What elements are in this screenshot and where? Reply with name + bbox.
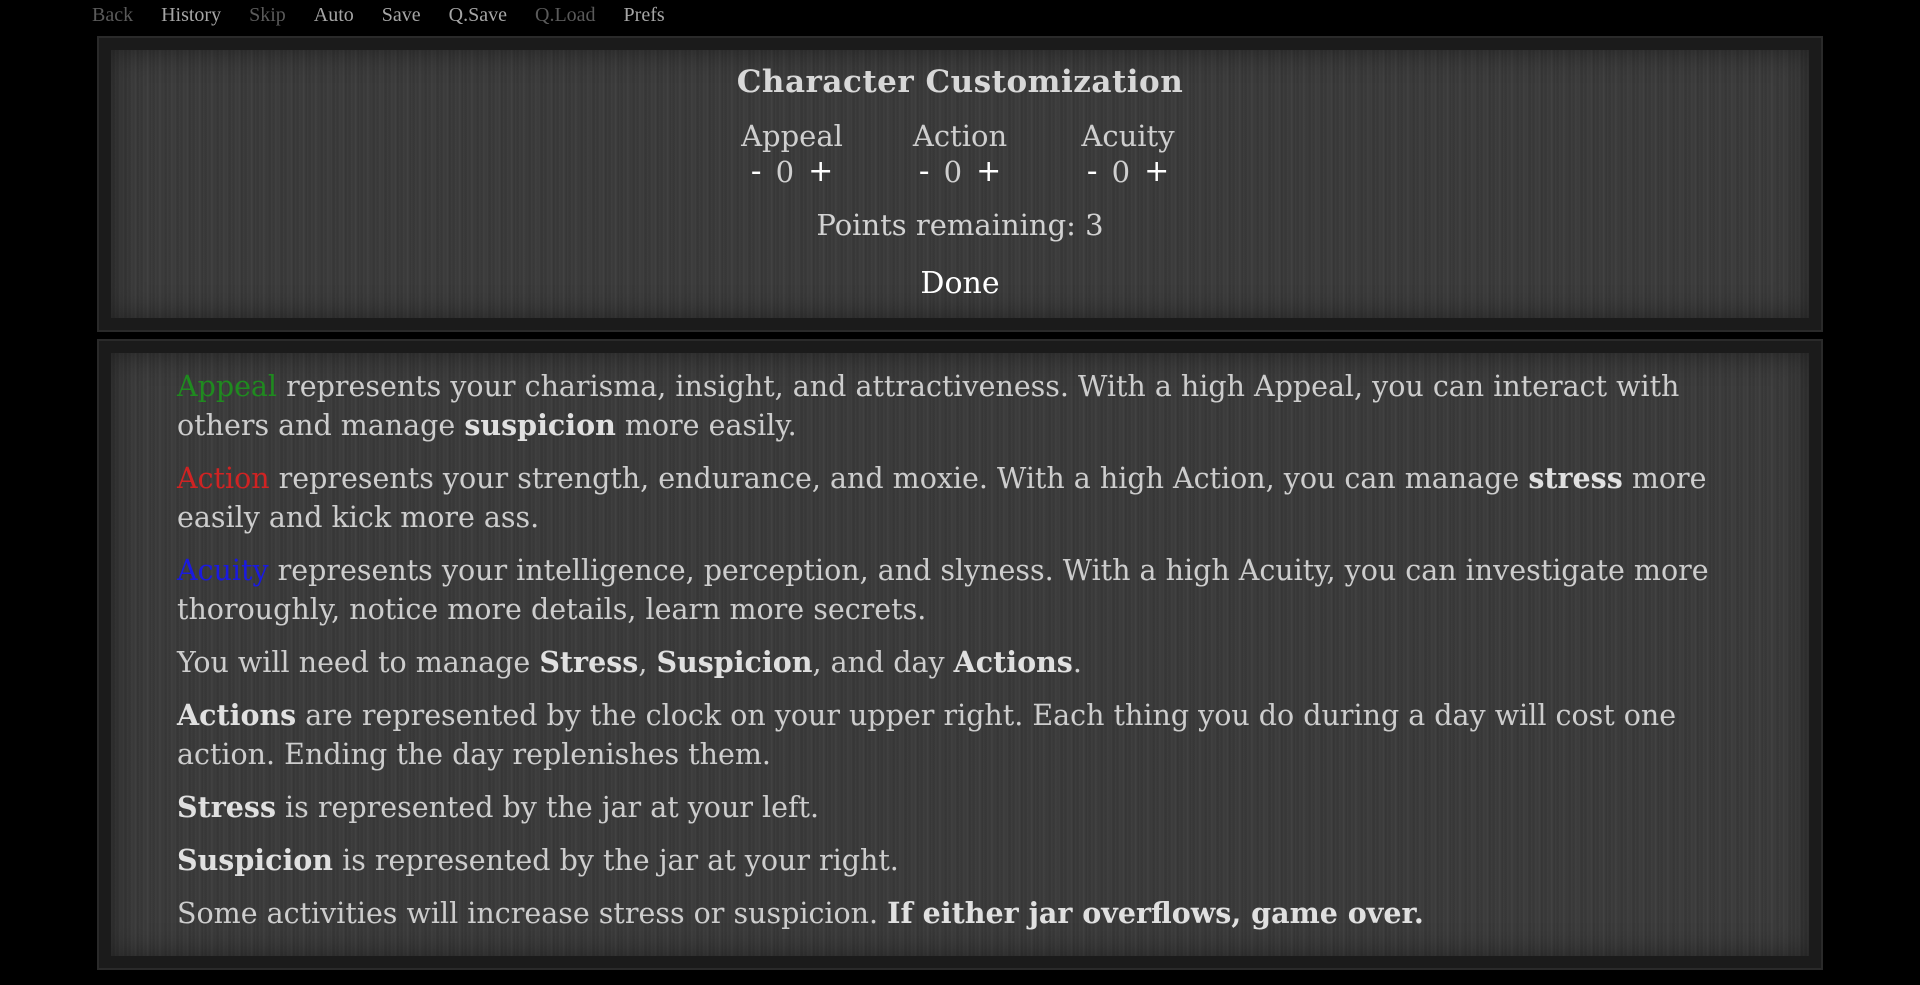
actions-description — [177, 696, 1737, 774]
description-text — [177, 367, 1737, 947]
suspicion-heading: Suspicion — [177, 843, 334, 877]
action-decrease-button[interactable]: - — [918, 154, 930, 189]
stat-acuity — [1073, 118, 1183, 190]
done-button[interactable]: Done — [920, 266, 1000, 301]
menu-auto[interactable]: Auto — [313, 4, 354, 26]
acuity-increase-button[interactable]: + — [1144, 154, 1170, 189]
stress-heading: Stress — [177, 790, 276, 824]
appeal-value: 0 — [775, 155, 795, 189]
acuity-text: represents your intelligence, perception, and slyness. With a high Acuity, you can investigate more thoroughly, notice more details, learn more secrets. — [177, 554, 1709, 626]
appeal-text-end: more easily. — [615, 409, 797, 442]
stat-appeal-stepper — [751, 154, 833, 190]
actions-term: Actions — [953, 645, 1073, 679]
suspicion-description — [177, 841, 1737, 880]
actions-heading: Actions — [177, 698, 297, 732]
action-increase-button[interactable]: + — [976, 154, 1002, 189]
warning-description — [177, 894, 1737, 933]
appeal-text: represents your charisma, insight, and attractiveness. With a high Appeal, you can interact with others and manage — [177, 370, 1680, 442]
stress-text: is represented by the jar at your left. — [276, 791, 820, 824]
stat-action-label: Action — [912, 119, 1008, 153]
panel-title: Character Customization — [736, 64, 1184, 100]
menu-save[interactable]: Save — [381, 4, 421, 26]
manage-description — [177, 643, 1737, 682]
stress-description — [177, 788, 1737, 827]
acuity-decrease-button[interactable]: - — [1086, 154, 1098, 189]
stat-acuity-label: Acuity — [1081, 119, 1175, 153]
action-text: represents your strength, endurance, and moxie. With a high Action, you can manage — [269, 462, 1529, 495]
acuity-keyword: Acuity — [177, 554, 269, 587]
stress-emphasis: stress — [1528, 461, 1623, 495]
manage-end: . — [1072, 646, 1082, 679]
stat-controls — [111, 118, 1809, 190]
menu-quick-load[interactable]: Q.Load — [535, 4, 596, 26]
description-panel — [99, 341, 1821, 968]
menu-skip[interactable]: Skip — [249, 4, 286, 26]
warning-text: Some activities will increase stress or suspicion. — [177, 897, 888, 930]
menu-history[interactable]: History — [161, 4, 222, 26]
stress-term: Stress — [539, 645, 639, 679]
stat-appeal-label: Appeal — [741, 119, 843, 153]
acuity-value: 0 — [1111, 155, 1131, 189]
action-description — [177, 459, 1737, 537]
game-over-warning: If either jar overflows, game over. — [887, 896, 1424, 930]
actions-text: are represented by the clock on your upper right. Each thing you do during a day will cost one action. Ending the day replenishes them. — [177, 699, 1677, 771]
appeal-keyword: Appeal — [177, 370, 278, 403]
manage-sep-1: , — [638, 646, 657, 679]
menu-quick-save[interactable]: Q.Save — [448, 4, 507, 26]
customization-panel — [99, 38, 1821, 330]
stat-acuity-stepper — [1087, 154, 1169, 190]
points-remaining: Points remaining: 3 — [816, 208, 1104, 242]
action-keyword: Action — [177, 462, 270, 495]
action-text-end: more easily and kick more ass. — [177, 462, 1707, 534]
stat-action — [905, 118, 1015, 190]
appeal-description — [177, 367, 1737, 445]
suspicion-text: is represented by the jar at your right. — [333, 844, 899, 877]
acuity-description — [177, 551, 1737, 629]
menu-prefs[interactable]: Prefs — [623, 4, 665, 26]
appeal-decrease-button[interactable]: - — [750, 154, 762, 189]
suspicion-term: Suspicion — [656, 645, 813, 679]
action-value: 0 — [943, 155, 963, 189]
menu-back[interactable]: Back — [92, 4, 134, 26]
suspicion-emphasis: suspicion — [464, 408, 616, 442]
stat-appeal — [737, 118, 847, 190]
quick-menu — [92, 4, 693, 30]
manage-text: You will need to manage — [177, 646, 540, 679]
stat-action-stepper — [919, 154, 1001, 190]
manage-sep-2: , and day — [812, 646, 954, 679]
appeal-increase-button[interactable]: + — [808, 154, 834, 189]
